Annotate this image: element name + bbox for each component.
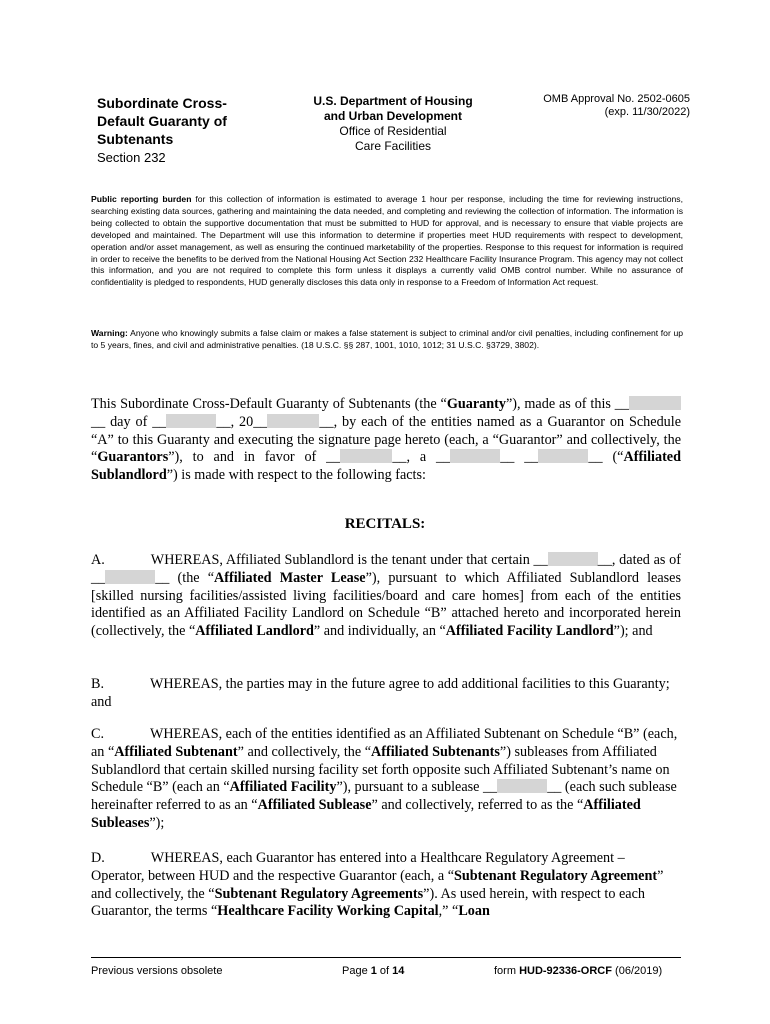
recital-letter: B. — [91, 676, 105, 692]
intro-text: __ __ — [500, 449, 539, 466]
blank-date-month[interactable] — [166, 414, 216, 428]
recital-text: ”). As used herein, with respect to each Guarantor, the terms “ — [91, 885, 645, 920]
blank-sublandlord-entity-type[interactable] — [538, 449, 588, 463]
defined-term: Subtenant Regulatory Agreement — [454, 867, 658, 884]
blank-master-lease-name[interactable] — [548, 552, 598, 566]
intro-text: __, 20__ — [216, 413, 268, 430]
intro-text: __ day of __ — [91, 413, 167, 430]
omb-approval — [520, 93, 690, 119]
burden-text: for this collection of information is estimated to average 1 hour per response, including the time for reviewing instructions, searching existing data sources, gathering and maintaining the data needed, and completing and reviewing the collection of information. The information is being collected to obtain the supportive documentation that must be submitted to HUD for approval, and is necessary to ensure that viable projects are developed and maintained. The Department will use this information to determine if properties meet HUD requirements with respect to development, operation and/or asset management, as well as ensuring the continued marketability of the properties. Response to this request for information is required in order to receive the benefits to be derived from the National Housing Act Section 232 Healthcare Facility Insurance Program. This agency may not collect this information, and you are not required to complete this form unless it displays a currently valid OMB control number. While no assurance of confidentiality is pledged to respondents, HUD generally discloses this data only in response to a Freedom of Information Act request. — [91, 194, 683, 288]
warning-label: Warning: — [91, 328, 128, 338]
intro-text: ”), made as of this __ — [505, 396, 629, 412]
defined-term: Loan — [458, 903, 490, 920]
recital-d — [91, 850, 681, 921]
intro-text: ”), to and in favor of __ — [168, 449, 341, 466]
recital-text: ” and individually, an “ — [313, 623, 446, 640]
blank-date-year[interactable] — [267, 414, 319, 428]
office-name-line: Care Facilities — [354, 139, 432, 153]
omb-expiration: (exp. 11/30/2022) — [604, 106, 690, 118]
recital-text: ”); — [149, 814, 165, 831]
omb-number: OMB Approval No. 2502-0605 — [543, 93, 690, 105]
intro-paragraph — [91, 396, 681, 485]
office-name-line: Office of Residential — [339, 124, 447, 138]
recital-text: WHEREAS, each of the entities identified as an Affiliated Subtenant on Schedule “B” (each, an “ — [91, 726, 678, 760]
defined-term: Guarantors — [97, 449, 169, 466]
blank-sublandlord-name[interactable] — [340, 449, 392, 463]
burden-label: Public reporting burden — [91, 194, 192, 204]
defined-term: Affiliated Subleases — [91, 797, 641, 831]
recital-text: WHEREAS, Affiliated Sublandlord is the tenant under that certain __ — [150, 552, 548, 568]
agency-name-line: U.S. Department of Housing — [313, 94, 473, 108]
document-title-block — [97, 94, 297, 167]
recital-text: __, dated as of __ — [91, 552, 681, 586]
recital-text: __ (the “ — [155, 569, 215, 586]
defined-term: Healthcare Facility Working Capital — [217, 903, 439, 920]
document-title-line: Subordinate Cross- — [97, 95, 227, 111]
blank-master-lease-date[interactable] — [105, 570, 155, 584]
footer-page-number: Page 1 of 14 — [342, 965, 405, 977]
intro-text: ”) is made with respect to the following facts: — [166, 467, 426, 484]
recital-text: ” and collectively, the “ — [237, 743, 372, 760]
intro-text: This Subordinate Cross-Default Guaranty of Subtenants (the “ — [91, 396, 447, 412]
defined-term: Affiliated Sublease — [257, 797, 372, 814]
recital-text: ”), pursuant to a sublease __ — [336, 779, 498, 796]
recitals-heading: RECITALS: — [344, 516, 426, 532]
blank-sublandlord-state[interactable] — [450, 449, 500, 463]
defined-term: Subtenant Regulatory Agreements — [214, 885, 424, 902]
recital-letter: C. — [91, 726, 105, 742]
warning-notice — [91, 328, 683, 352]
recital-text: ”), pursuant to which Affiliated Sublandlord leases [skilled nursing facilities/assisted living facilities/board and care homes] from each of the entities identified as an Affiliated Facility Landlord on Schedule “B” attached hereto and incorporated herein (collectively, the “ — [91, 569, 681, 640]
intro-text: __, a __ — [392, 449, 451, 466]
recital-text: WHEREAS, the parties may in the future agree to add additional facilities to this Guaranty; and — [91, 676, 670, 710]
footer-previous-versions: Previous versions obsolete — [91, 965, 223, 977]
defined-term: Affiliated Landlord — [195, 623, 314, 640]
agency-block — [298, 94, 488, 154]
recital-letter: D. — [91, 850, 105, 866]
recital-text: ” and collectively, the “ — [91, 867, 664, 902]
blank-date-day[interactable] — [629, 396, 681, 410]
intro-text: __, by each of the entities named as a Guarantor on Schedule “A” to this Guaranty and executing the signature page hereto (each, a “Guarantor” and collectively, the “ — [91, 413, 681, 466]
document-title-line: Default Guaranty of — [97, 113, 227, 129]
recital-a — [91, 552, 681, 641]
defined-term: Affiliated Facility Landlord — [445, 623, 614, 640]
recital-letter: A. — [91, 552, 105, 568]
warning-text: Anyone who knowingly submits a false claim or makes a false statement is subject to criminal and/or civil penalties, including confinement for up to 5 years, fines, and civil and administrative penalties. (18 U.S.C. §§ 287, 1001, 1010, 1012; 31 U.S.C. §3729, 3802). — [91, 328, 683, 350]
defined-term: Affiliated Facility — [229, 779, 337, 796]
recital-text: WHEREAS, each Guarantor has entered into a Healthcare Regulatory Agreement – Operator, between HUD and the respective Guarantor (each, a “ — [91, 850, 625, 884]
footer-divider — [91, 957, 681, 958]
defined-term: Guaranty — [446, 396, 506, 412]
document-title-line: Subtenants — [97, 131, 174, 147]
recital-text: ”) subleases from Affiliated Sublandlord that certain skilled nursing facility set forth opposite such Affiliated Subtenant’s name on Schedule “B” (each an “ — [91, 743, 670, 796]
public-burden-notice — [91, 194, 683, 289]
defined-term: Affiliated Subtenant — [114, 743, 238, 760]
recital-text: ” and collectively, referred to as the “ — [371, 797, 584, 814]
recital-b — [91, 676, 681, 712]
recital-c — [91, 726, 681, 833]
recital-text: ,” “ — [438, 903, 459, 920]
recital-text: ”); and — [613, 623, 653, 640]
defined-term: Affiliated Master Lease — [214, 569, 366, 586]
footer-form-id: form HUD-92336-ORCF (06/2019) — [494, 965, 663, 977]
blank-sublease-date[interactable] — [497, 779, 547, 793]
defined-term: Affiliated Subtenants — [371, 743, 500, 760]
intro-text: __ (“ — [588, 449, 624, 466]
recital-text: __ (each such sublease hereinafter referred to as an “ — [91, 779, 677, 814]
defined-term: Affiliated Sublandlord — [91, 449, 681, 484]
agency-name-line: and Urban Development — [323, 109, 463, 123]
document-section: Section 232 — [97, 150, 166, 165]
